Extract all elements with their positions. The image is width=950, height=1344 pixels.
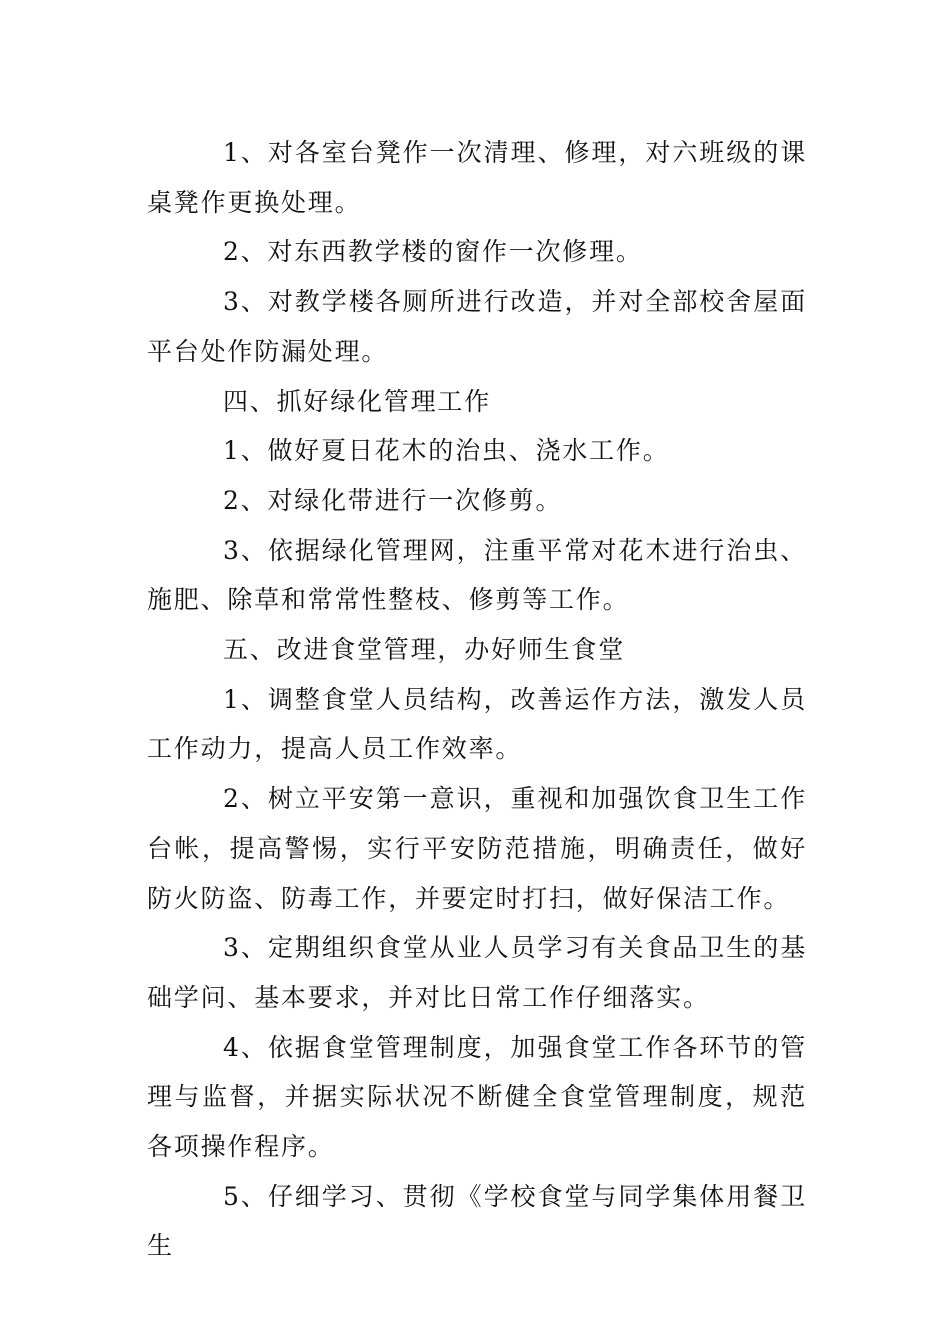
- paragraph: 3、对教学楼各厕所进行改造，并对全部校舍屋面平台处作防漏处理。: [147, 287, 807, 366]
- paragraph: 3、依据绿化管理网，注重平常对花木进行治虫、施肥、除草和常常性整枝、修剪等工作。: [147, 535, 807, 615]
- paragraph: 1、做好夏日花木的治虫、浇水工作。: [223, 436, 670, 466]
- paragraph: 2、对绿化带进行一次修剪。: [223, 485, 563, 515]
- paragraph: 1、调整食堂人员结构，改善运作方法，激发人员工作动力，提高人员工作效率。: [147, 684, 807, 764]
- section-heading: 四、抓好绿化管理工作: [223, 386, 492, 416]
- document-body: [147, 128, 807, 1271]
- paragraph: 3、定期组织食堂从业人员学习有关食品卫生的基础学问、基本要求，并对比日常工作仔细落实。: [147, 933, 807, 1012]
- section-heading: 五、改进食堂管理，办好师生食堂: [223, 635, 626, 665]
- paragraph: 2、对东西教学楼的窗作一次修理。: [223, 237, 643, 267]
- paragraph: 5、仔细学习、贯彻《学校食堂与同学集体用餐卫生: [147, 1181, 807, 1261]
- paragraph: 1、对各室台凳作一次清理、修理，对六班级的课桌凳作更换处理。: [147, 138, 807, 217]
- paragraph: 4、依据食堂管理制度，加强食堂工作各环节的管理与监督，并据实际状况不断健全食堂管理制度，规范各项操作程序。: [147, 1032, 807, 1162]
- paragraph: 2、树立平安第一意识，重视和加强饮食卫生工作台帐，提高警惕，实行平安防范措施，明确责任，做好防火防盗、防毒工作，并要定时打扫，做好保洁工作。: [147, 784, 807, 913]
